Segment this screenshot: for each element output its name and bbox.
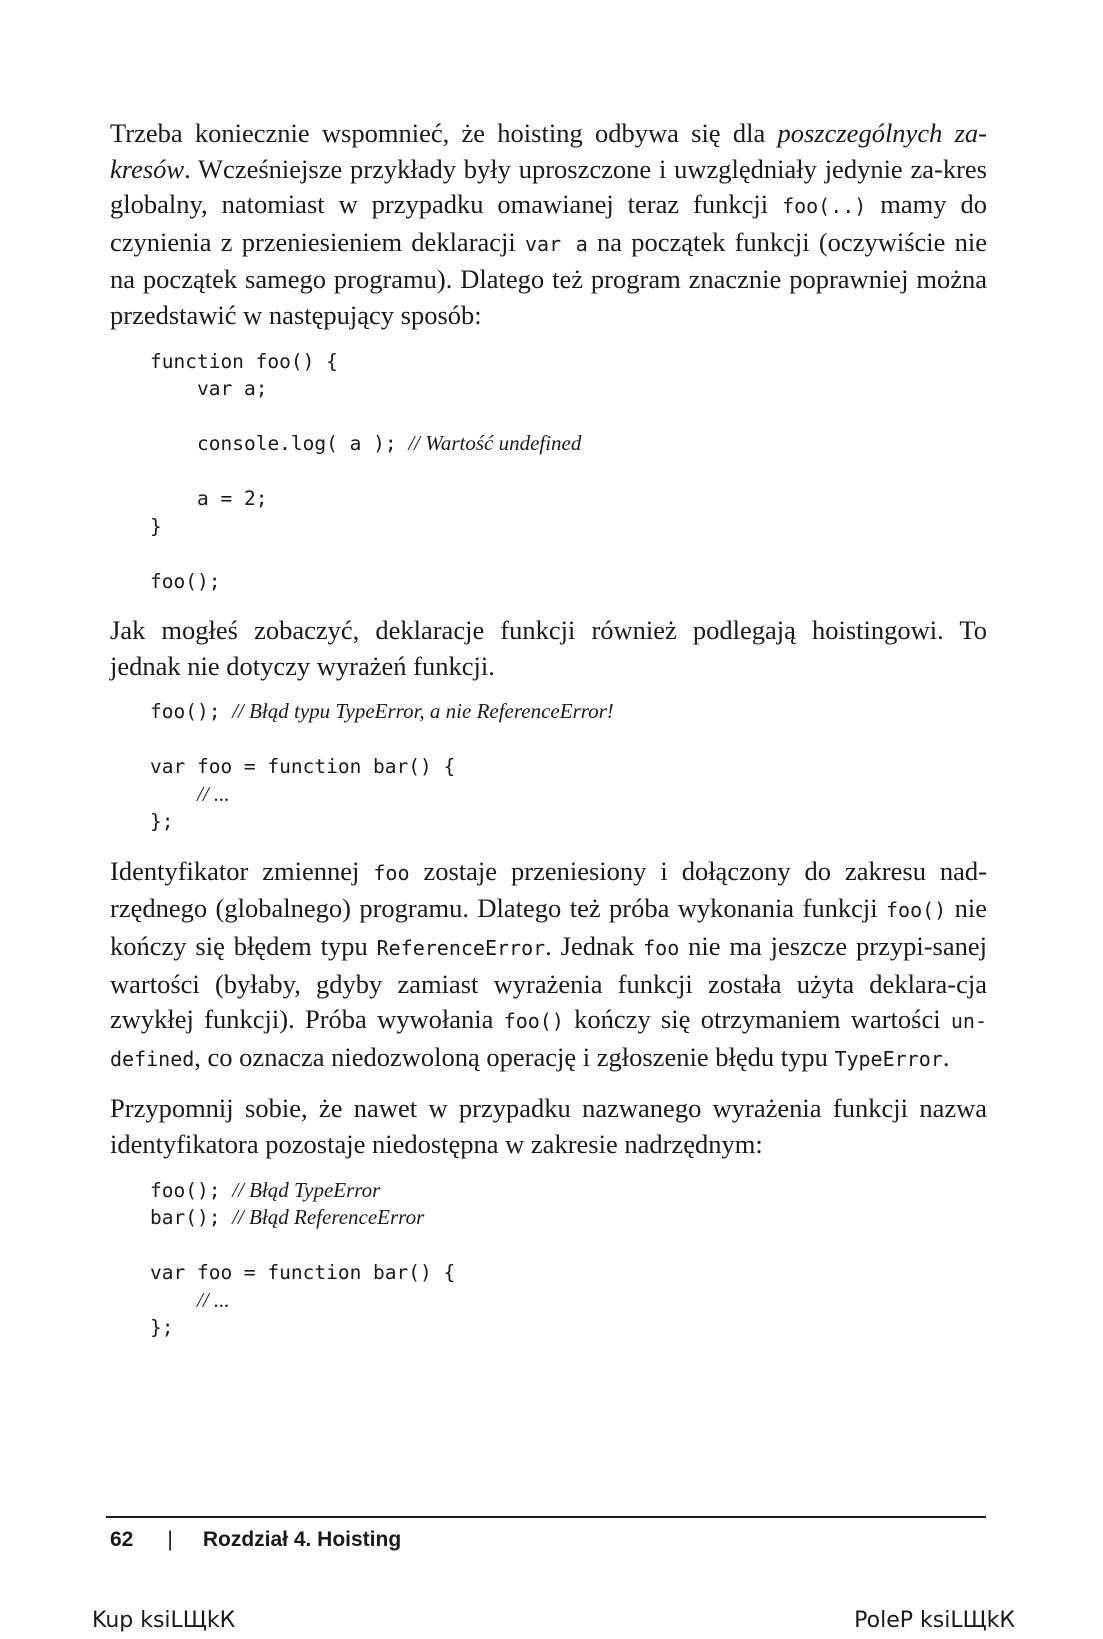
inline-code: foo() — [503, 1009, 564, 1034]
inline-code: TypeError — [834, 1046, 943, 1071]
code-line: var foo = function bar() { — [150, 755, 456, 779]
inline-code: foo(..) — [782, 194, 867, 219]
inline-code: foo — [373, 860, 410, 885]
code-line: }; — [150, 810, 174, 834]
inline-code: ReferenceError — [376, 935, 546, 960]
text-span: nie ma jeszcze przypi-sanej wartości (byłaby, gdyby zamiast wyrażenia funkcji została użyta deklara-cja zwykłej funkcji). Próba wywołania — [110, 930, 987, 1035]
text-span: Trzeba koniecznie wspomnieć, że hoisting odbywa się dla — [110, 118, 778, 148]
buy-book-link[interactable]: Kup ksiLЩkК — [92, 1608, 236, 1633]
code-text: foo(); — [150, 700, 233, 724]
code-line — [150, 430, 987, 458]
code-block-2 — [150, 698, 987, 836]
code-text: console.log( a ); — [197, 432, 409, 456]
text-span: . — [942, 1041, 950, 1072]
code-comment: // ... — [197, 781, 230, 806]
page-number: 62 — [110, 1528, 134, 1551]
code-line: var foo = function bar() { — [150, 1261, 456, 1284]
paragraph-named-expression: Przypomnij sobie, że nawet w przypadku nazwanego wyrażenia funkcji nazwa identyfikatora pozostaje niedostępna w zakresie nadrzędnym: — [110, 1093, 987, 1159]
code-line — [150, 1204, 987, 1232]
text-span: mamy do czynienia z przeniesieniem deklaracji — [110, 189, 987, 257]
code-comment: // Błąd typu TypeError, a nie ReferenceError! — [232, 699, 614, 724]
code-comment: // ... — [197, 1287, 230, 1312]
chapter-title: Rozdział 4. Hoisting — [202, 1528, 402, 1551]
code-line: var a; — [197, 377, 268, 401]
footer-separator: | — [167, 1528, 173, 1551]
code-comment: // Błąd TypeError — [232, 1177, 381, 1202]
code-line — [150, 1177, 987, 1205]
code-text: foo(); — [150, 1178, 233, 1202]
code-block-1 — [150, 348, 987, 596]
text-span: nie kończy się błędem typu — [110, 893, 987, 961]
code-text: bar(); — [150, 1206, 233, 1229]
code-line: }; — [150, 1316, 174, 1339]
inline-code: foo() — [885, 898, 947, 923]
paragraph-hoisting-scopes — [110, 116, 987, 334]
text-span: Identyfikator zmiennej — [110, 855, 374, 886]
code-line: a = 2; — [197, 487, 268, 511]
code-comment: // Błąd ReferenceError — [232, 1205, 425, 1229]
emphasis: poszczególnych za-kresów — [110, 118, 987, 184]
code-line: } — [150, 514, 162, 538]
code-comment: // Wartość undefined — [408, 431, 582, 456]
footer-divider — [106, 1516, 986, 1518]
text-span: na początek funkcji (oczywiście nie na początek samego programu). Dlatego też program znacznie poprawniej można przedstawić w następujący sposób: — [110, 226, 987, 330]
code-line: foo(); — [150, 569, 221, 593]
text-span: . Wcześniejsze przykłady były uproszczone i uwzględniały jedynie za-kres globalny, natomiast w przypadku omawianej teraz funkcji — [110, 153, 987, 220]
inline-code: foo — [643, 935, 680, 960]
inline-code: var a — [524, 231, 588, 256]
code-line: function foo() { — [150, 349, 338, 373]
paragraph-function-declarations: Jak mogłeś zobaczyć, deklaracje funkcji również podlegają hoistingowi. To jednak nie dotyczy wyrażeń funkcji. — [110, 615, 987, 681]
code-line — [150, 698, 987, 726]
text-span: . Jednak — [545, 930, 644, 961]
page-content — [110, 116, 987, 1360]
paragraph-identifier-foo — [110, 854, 987, 1078]
text-span: zostaje przeniesiony i dołączony do zakresu nad-rzędnego (globalnego) programu. Dlatego też próba wykonania funkcji — [110, 855, 987, 924]
inline-code: un-defined — [110, 1009, 987, 1071]
text-span: , co oznacza niedozwoloną operację i zgłoszenie błędu typu — [194, 1041, 835, 1072]
page-footer — [110, 1522, 401, 1558]
code-block-3 — [150, 1177, 987, 1342]
text-span: kończy się otrzymaniem wartości — [563, 1004, 951, 1035]
recommend-book-link[interactable]: PoleР ksiLЩkК — [854, 1608, 1015, 1633]
